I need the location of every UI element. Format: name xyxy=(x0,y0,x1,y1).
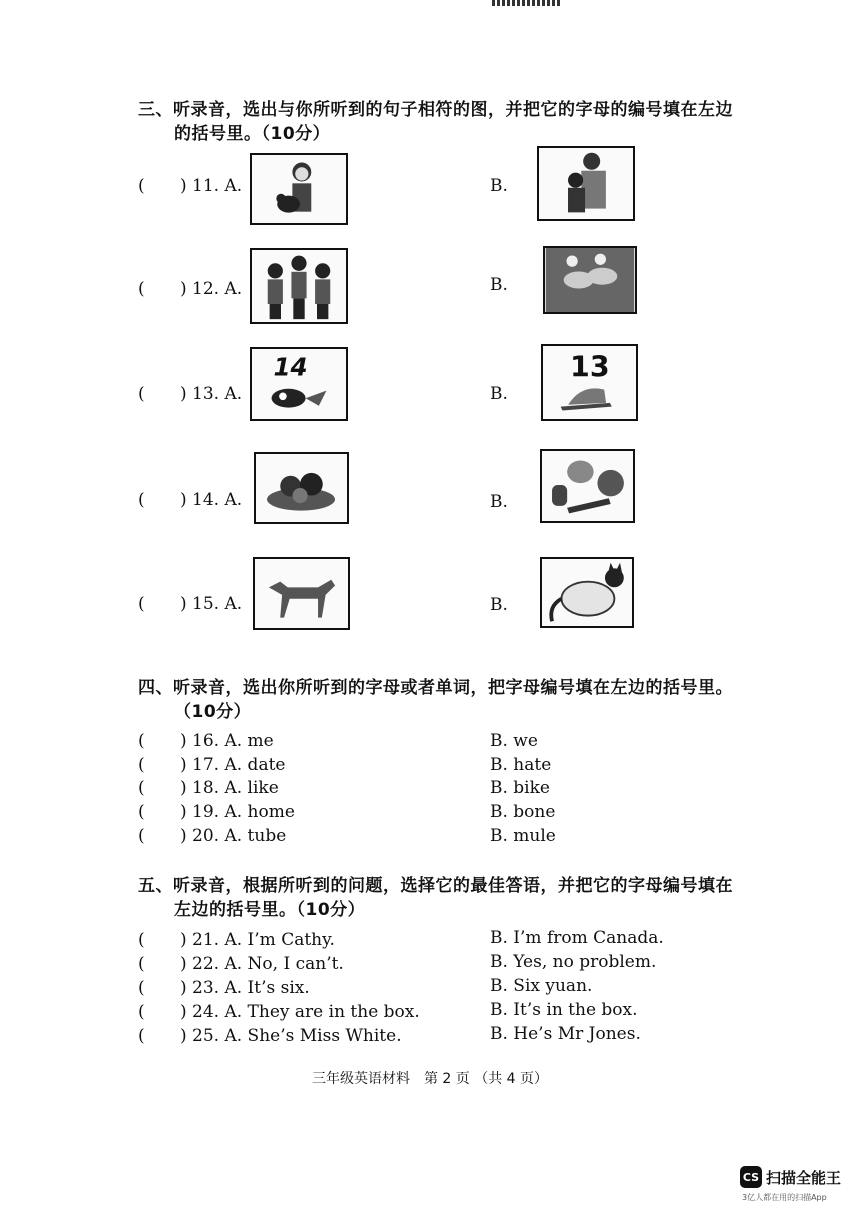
answer-paren-20[interactable]: ( xyxy=(138,826,145,846)
kite-number-label: 14 xyxy=(273,352,308,382)
question-11-label: ) 11. A. xyxy=(180,176,243,196)
question-11-option-b: B. xyxy=(490,176,508,196)
cat-picture[interactable] xyxy=(540,557,634,628)
question-14-option-b: B. xyxy=(490,492,508,512)
question-19-option-a: ) 19. A. home xyxy=(180,802,295,822)
question-13-label: ) 13. A. xyxy=(180,384,243,404)
answer-paren-21[interactable]: ( xyxy=(138,930,145,950)
question-21-option-b: B. I’m from Canada. xyxy=(490,928,664,948)
section3-title-line1: 三、听录音，选出与你所听到的句子相符的图，并把它的字母的编号填在左边 xyxy=(138,100,733,120)
question-14-label: ) 14. A. xyxy=(180,490,243,510)
question-18-option-a: ) 18. A. like xyxy=(180,778,279,798)
header-scan-mark xyxy=(492,0,560,6)
answer-paren-14[interactable]: ( xyxy=(138,490,145,510)
vegetables-picture[interactable] xyxy=(540,449,635,523)
question-22-option-a: ) 22. A. No, I can’t. xyxy=(180,954,344,974)
answer-paren-25[interactable]: ( xyxy=(138,1026,145,1046)
answer-paren-17[interactable]: ( xyxy=(138,755,145,775)
answer-paren-16[interactable]: ( xyxy=(138,731,145,751)
three-children-singing-picture[interactable] xyxy=(250,248,348,324)
cap-number-13-picture[interactable] xyxy=(541,344,638,421)
question-25-option-a: ) 25. A. She’s Miss White. xyxy=(180,1026,402,1046)
question-23-option-b: B. Six yuan. xyxy=(490,976,593,996)
section3-title xyxy=(138,98,733,146)
section4-title-line2: （10分） xyxy=(174,702,252,722)
fruit-plate-picture[interactable] xyxy=(254,452,349,524)
father-hugging-girl-picture[interactable] xyxy=(537,146,635,221)
scanner-watermark xyxy=(740,1166,841,1188)
section5-title-line1: 五、听录音，根据所听到的问题，选择它的最佳答语，并把它的字母编号填在 xyxy=(138,876,733,896)
section5-title-line2: 左边的括号里。（10分） xyxy=(174,900,366,920)
watermark-app-name: 扫描全能王 xyxy=(766,1168,842,1187)
answer-paren-23[interactable]: ( xyxy=(138,978,145,998)
answer-paren-13[interactable]: ( xyxy=(138,384,145,404)
question-25-option-b: B. He’s Mr Jones. xyxy=(490,1024,641,1044)
kite-number-14-picture[interactable] xyxy=(250,347,348,421)
girl-holding-cat-picture[interactable] xyxy=(250,153,348,225)
question-15-option-b: B. xyxy=(490,595,508,615)
question-15-label: ) 15. A. xyxy=(180,594,243,614)
question-12-option-b: B. xyxy=(490,275,508,295)
question-18-option-b: B. bike xyxy=(490,778,550,798)
answer-paren-12[interactable]: ( xyxy=(138,279,145,299)
answer-paren-15[interactable]: ( xyxy=(138,594,145,614)
question-16-option-b: B. we xyxy=(490,731,538,751)
question-21-option-a: ) 21. A. I’m Cathy. xyxy=(180,930,335,950)
question-22-option-b: B. Yes, no problem. xyxy=(490,952,657,972)
answer-paren-19[interactable]: ( xyxy=(138,802,145,822)
section5-title xyxy=(138,874,733,922)
question-16-option-a: ) 16. A. me xyxy=(180,731,274,751)
question-20-option-b: B. mule xyxy=(490,826,556,846)
answer-paren-24[interactable]: ( xyxy=(138,1002,145,1022)
cs-logo-icon: CS xyxy=(740,1166,762,1188)
section4-title-line1: 四、听录音，选出你所听到的字母或者单词，把字母编号填在左边的括号里。 xyxy=(138,678,733,698)
girls-dancing-picture[interactable] xyxy=(543,246,637,314)
question-12-label: ) 12. A. xyxy=(180,279,243,299)
section4-title xyxy=(138,676,733,724)
question-23-option-a: ) 23. A. It’s six. xyxy=(180,978,310,998)
question-24-option-a: ) 24. A. They are in the box. xyxy=(180,1002,420,1022)
question-19-option-b: B. bone xyxy=(490,802,556,822)
question-24-option-b: B. It’s in the box. xyxy=(490,1000,638,1020)
section3-title-line2: 的括号里。（10分） xyxy=(174,124,331,144)
question-17-option-b: B. hate xyxy=(490,755,552,775)
cap-number-label: 13 xyxy=(570,350,610,384)
answer-paren-22[interactable]: ( xyxy=(138,954,145,974)
question-20-option-a: ) 20. A. tube xyxy=(180,826,287,846)
page-footer: 三年级英语材料 第 2 页 （共 4 页） xyxy=(311,1071,549,1087)
watermark-tagline: 3亿人都在用的扫描App xyxy=(742,1193,827,1202)
question-17-option-a: ) 17. A. date xyxy=(180,755,286,775)
answer-paren-18[interactable]: ( xyxy=(138,778,145,798)
answer-paren-11[interactable]: ( xyxy=(138,176,145,196)
dog-picture[interactable] xyxy=(253,557,350,630)
question-13-option-b: B. xyxy=(490,384,508,404)
